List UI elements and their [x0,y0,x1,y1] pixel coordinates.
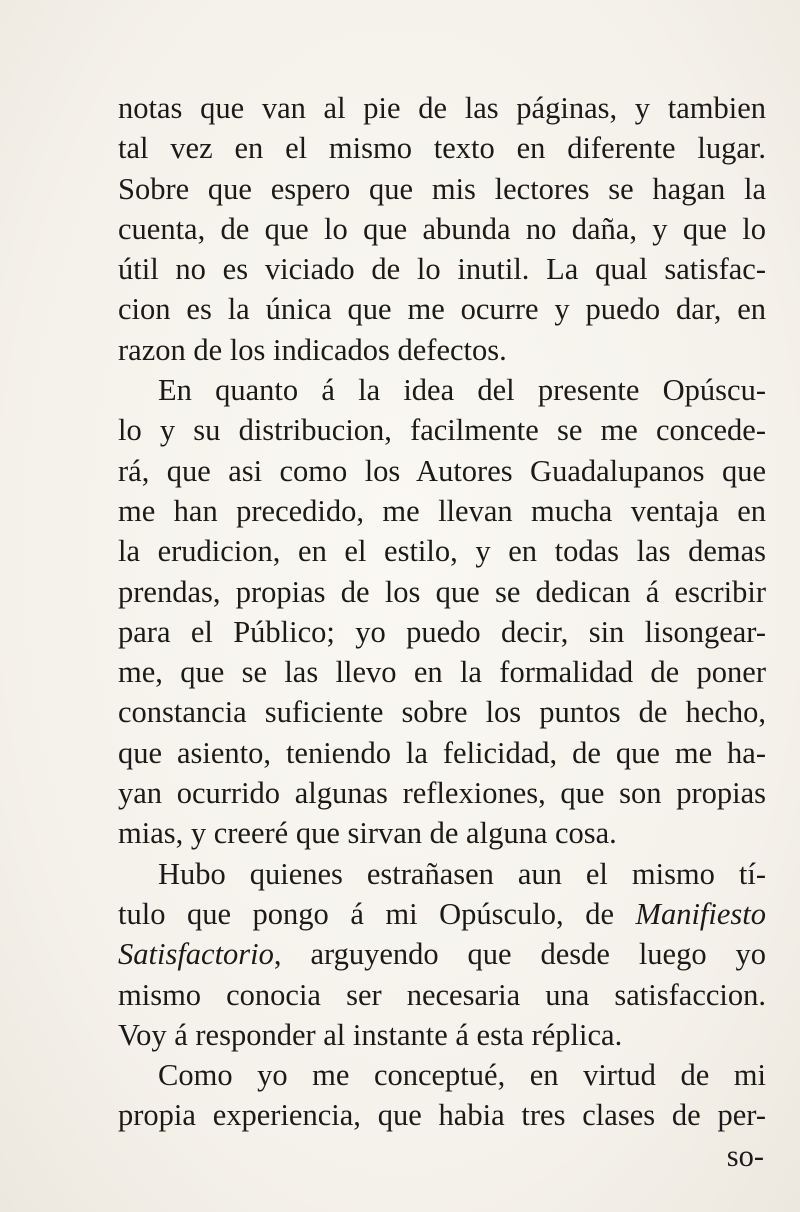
text-line: mismo conocia ser necesaria una satisfaccion. [118,977,766,1012]
text-line: Voy á responder al instante á esta réplica. [118,1017,623,1052]
text-line: para el Público; yo puedo decir, sin lisongear- [118,614,766,649]
text-line: tal vez en el mismo texto en diferente lugar. [118,131,766,166]
text-line: propia experiencia, que habia tres clases de per- [118,1098,766,1133]
paragraph-3 [118,854,766,1055]
text-line: prendas, propias de los que se dedican á escribir [118,574,766,609]
catchword: so- [726,1138,764,1173]
italic-title: Satisfactorio [118,937,274,972]
text-line [118,934,766,974]
text-line: Como yo me conceptué, en virtud de mi [158,1058,766,1093]
text-line: mias, y creeré que sirvan de alguna cosa. [118,816,617,851]
text-segment: tulo que pongo á mi Opúsculo, de [118,896,614,931]
text-line: constancia suficiente sobre los puntos de hecho, [118,695,766,730]
text-line [118,894,766,934]
text-line: la erudicion, en el estilo, y en todas las demas [118,534,766,569]
paragraph-1 [118,88,766,370]
text-line: yan ocurrido algunas reflexiones, que son propias [118,776,766,811]
text-line: me han precedido, me llevan mucha ventaja en [118,493,766,528]
text-line: cion es la única que me ocurre y puedo dar, en [118,292,766,327]
text-line: rá, que asi como los Autores Guadalupanos que [118,453,766,488]
text-line: útil no es viciado de lo inutil. La qual satisfac- [118,252,766,287]
text-line: que asiento, teniendo la felicidad, de que me ha- [118,735,766,770]
text-line: lo y su distribucion, facilmente se me concede- [118,413,766,448]
text-line: Hubo quienes estrañasen aun el mismo tí- [158,856,766,891]
italic-title: Manifiesto [635,896,767,931]
text-line: me, que se las llevo en la formalidad de poner [118,655,766,690]
text-segment: , arguyendo que desde luego yo [273,937,766,972]
text-line: cuenta, de que lo que abunda no daña, y que lo [118,211,766,246]
text-line: notas que van al pie de las páginas, y tambien [118,91,766,125]
text-line: En quanto á la idea del presente Opúscu- [158,373,766,408]
body-text [118,88,766,1176]
paragraph-4 [118,1055,766,1136]
text-line: Sobre que espero que mis lectores se hagan la [118,171,766,206]
paragraph-2 [118,370,766,854]
text-line: razon de los indicados defectos. [118,332,507,367]
